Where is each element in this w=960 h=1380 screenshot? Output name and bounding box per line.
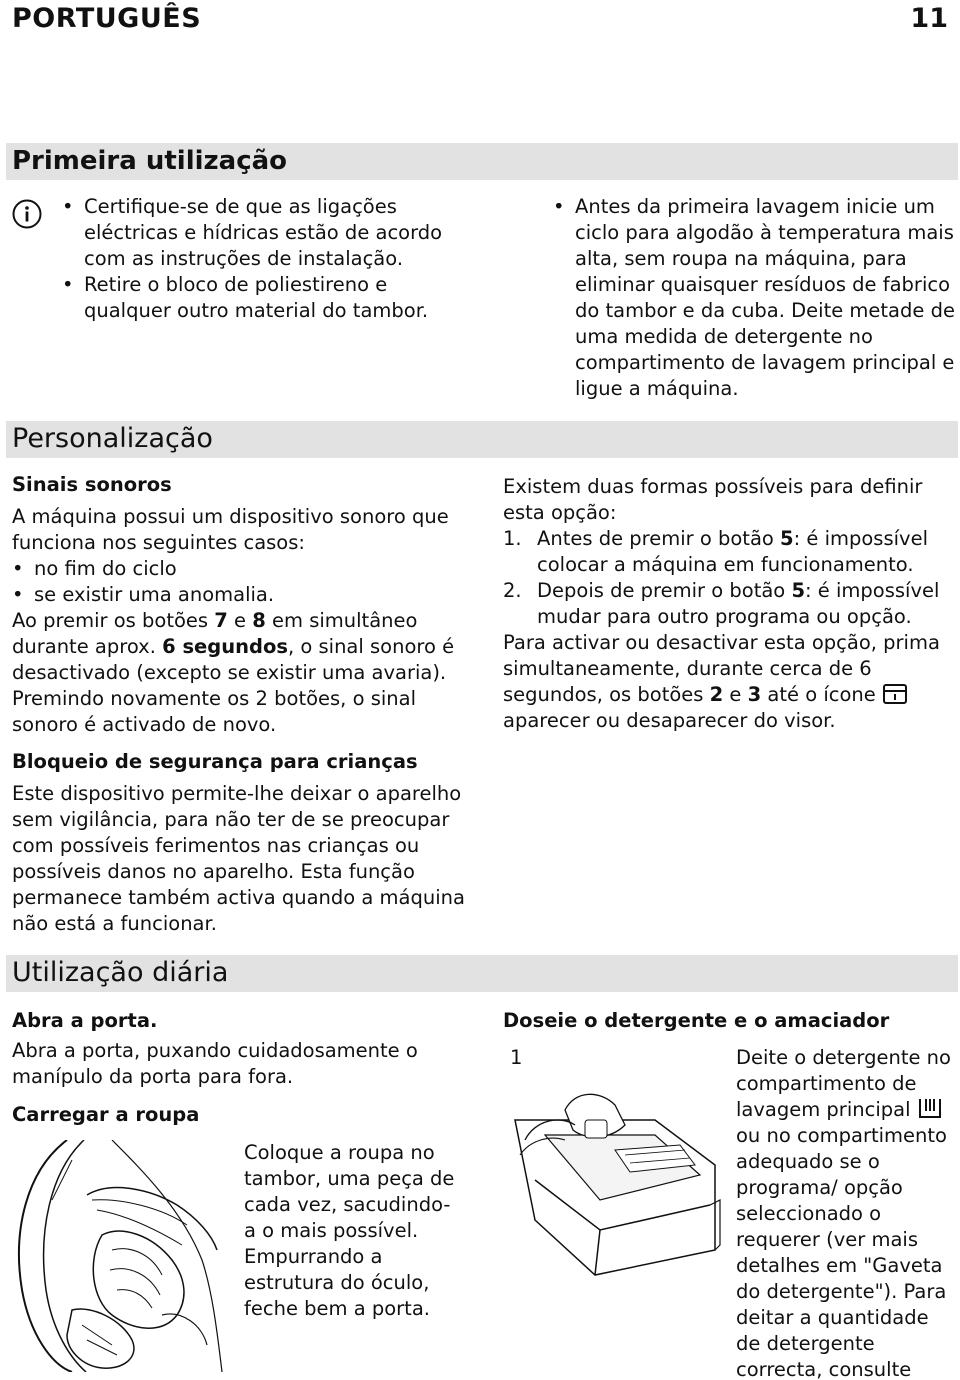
sinais-heading: Sinais sonoros	[12, 473, 172, 496]
section-title-primeira: Primeira utilização	[12, 146, 288, 176]
section-primeira-bar	[6, 143, 958, 180]
sinais-intro: A máquina possui um dispositivo sonoro que funciona nos seguintes casos:	[12, 505, 449, 554]
options-paragraph: Para activar ou desactivar esta opção, prima simultaneamente, durante cerca de 6 segundos, os botões 2 e 3 até o ícone aparecer ou desaparecer do visor.	[503, 631, 940, 732]
child-lock-icon	[882, 683, 908, 705]
options-intro: Existem duas formas possíveis para definir esta opção:	[503, 475, 923, 524]
primeira-left-list	[60, 194, 460, 324]
carregar-paragraph-1: Coloque a roupa no tambor, uma peça de cada vez, sacudindo-a o mais possível.	[244, 1141, 455, 1242]
main-wash-compartment-icon	[917, 1097, 943, 1119]
section-title-personalizacao: Personalização	[12, 423, 213, 454]
section-diaria-bar	[6, 955, 958, 992]
info-icon	[12, 199, 42, 229]
list-item: 1. Antes de premir o botão 5: é impossível colocar a máquina em funcionamento.	[503, 527, 928, 576]
list-item: 2. Depois de premir o botão 5: é impossível mudar para outro programa ou opção.	[503, 579, 940, 628]
bloqueio-text: Este dispositivo permite-lhe deixar o aparelho sem vigilância, para não ter de se preocupar com possíveis ferimentos nas crianças ou possíveis danos no aparelho. Esta função permanece também activa quando a máquina não está a funcionar.	[12, 782, 465, 935]
detergent-drawer-illustration	[505, 1080, 727, 1280]
list-item: • Antes da primeira lavagem inicie um ciclo para algodão à temperatura mais alta, sem roupa na máquina, para eliminar quaisquer resíduos de fabrico do tambor e da cuba. Deite metade de uma medida de detergente no compartimento de lavagem principal e ligue a máquina.	[551, 194, 956, 402]
doseie-heading: Doseie o detergente e o amaciador	[503, 1009, 890, 1032]
loading-laundry-illustration	[12, 1140, 237, 1372]
header-language: PORTUGUÊS	[12, 3, 202, 34]
list-item: • Certifique-se de que as ligações eléctricas e hídricas estão de acordo com as instruções de instalação.	[60, 194, 460, 272]
carregar-paragraph-2: Empurrando a estrutura do óculo, feche bem a porta.	[244, 1245, 430, 1320]
doseie-text: Deite o detergente no compartimento de lavagem principal ou no compartimento adequado se o programa/ opção seleccionado o requerer (ver mais detalhes em "Gaveta do detergente"). Para deitar a quantidade de detergente correcta, consulte	[736, 1046, 951, 1380]
bloqueio-block	[12, 749, 467, 937]
sinais-cases	[10, 556, 467, 608]
list-item: • no fim do ciclo	[10, 556, 467, 582]
sinais-paragraph-1: Ao premir os botões 7 e 8 em simultâneo durante aprox. 6 segundos, o sinal sonoro é desactivado (excepto se existir uma avaria).	[12, 609, 455, 684]
carregar-heading: Carregar a roupa	[12, 1103, 200, 1126]
carregar-text-block	[244, 1140, 459, 1322]
abra-heading: Abra a porta.	[12, 1009, 158, 1032]
bloqueio-options-block	[503, 474, 955, 734]
section-personalizacao-bar	[6, 421, 958, 458]
section-title-diaria: Utilização diária	[12, 957, 229, 988]
abra-text: Abra a porta, puxando cuidadosamente o manípulo da porta para fora.	[12, 1039, 418, 1088]
page-number: 11	[910, 3, 948, 34]
primeira-right-list	[551, 194, 956, 402]
bloqueio-heading: Bloqueio de segurança para crianças	[12, 750, 418, 773]
sinais-paragraph-2: Premindo novamente os 2 botões, o sinal sonoro é activado de novo.	[12, 687, 417, 736]
abra-block	[12, 1008, 467, 1090]
list-item: • se existir uma anomalia.	[10, 582, 467, 608]
sinais-sonoros-block	[12, 472, 467, 738]
step-number: 1	[510, 1046, 523, 1069]
list-item: • Retire o bloco de poliestireno e qualquer outro material do tambor.	[60, 272, 460, 324]
options-list	[503, 526, 955, 630]
